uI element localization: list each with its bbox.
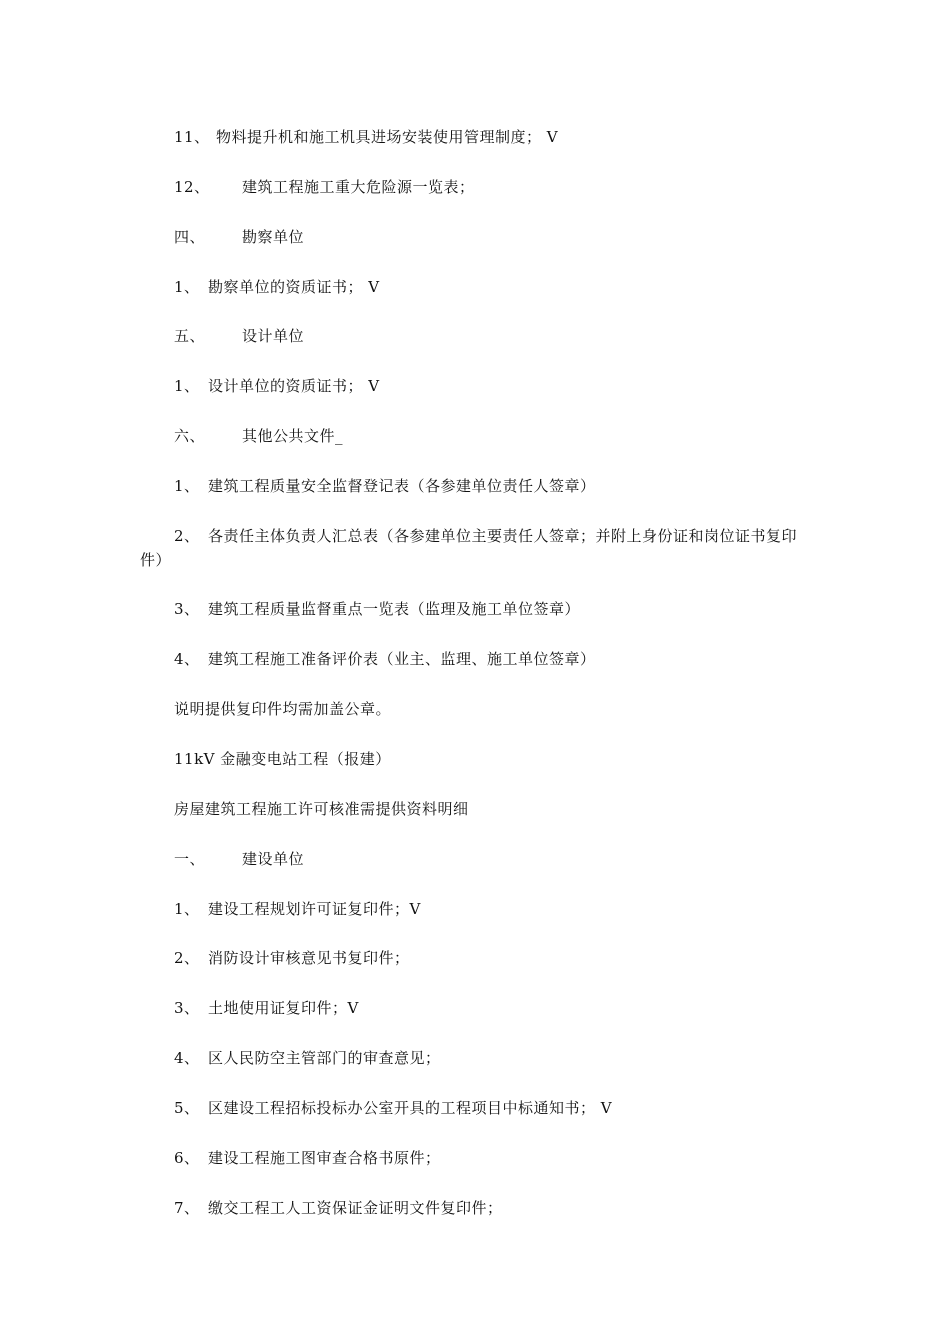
item-number: 2、 [174, 527, 200, 545]
item-number: 4、 [174, 650, 200, 668]
list-item [174, 897, 421, 921]
list-item [174, 1146, 441, 1170]
list-item [174, 946, 410, 970]
item-text: 区人民防空主管部门的审查意见； [208, 1049, 441, 1067]
list-item [140, 524, 820, 572]
item-number: 4、 [174, 1049, 200, 1067]
section-heading [174, 424, 343, 448]
project-title-text: 11kV 金融变电站工程（报建） [174, 750, 391, 768]
item-number: 1、 [174, 900, 200, 918]
document-subtitle [174, 797, 469, 821]
item-number: 1、 [174, 477, 200, 495]
item-number: 2、 [174, 949, 200, 967]
note-paragraph [174, 697, 391, 721]
document-subtitle-text: 房屋建筑工程施工许可核准需提供资料明细 [174, 800, 469, 818]
item-number: 6、 [174, 1149, 200, 1167]
item-number: 1、 [174, 278, 200, 296]
item-number: 7、 [174, 1199, 200, 1217]
section-number: 一、 [174, 850, 206, 868]
item-text: 建筑工程施工准备评价表（业主、监理、施工单位签章） [208, 650, 596, 668]
item-text: 缴交工程工人工资保证金证明文件复印件； [208, 1199, 503, 1217]
list-item [174, 474, 596, 498]
section-title: 其他公共文件_ [242, 427, 344, 445]
project-title [174, 747, 391, 771]
item-number: 3、 [174, 999, 200, 1017]
section-title: 建设单位 [242, 850, 305, 868]
list-item [174, 1196, 503, 1220]
section-heading [174, 847, 304, 871]
item-text: 消防设计审核意见书复印件； [208, 949, 410, 967]
note-text: 说明提供复印件均需加盖公章。 [174, 700, 392, 718]
section-heading [174, 324, 304, 348]
list-item [174, 1046, 441, 1070]
item-text: 建设工程施工图审查合格书原件； [208, 1149, 441, 1167]
item-text: 建筑工程施工重大危险源一览表； [242, 178, 475, 196]
item-number: 1、 [174, 377, 200, 395]
list-item [174, 1096, 612, 1120]
list-item [174, 125, 558, 149]
section-title: 设计单位 [242, 327, 305, 345]
list-item [174, 647, 596, 671]
item-text: 设计单位的资质证书； V [208, 377, 380, 395]
section-heading [174, 225, 304, 249]
list-item [174, 996, 359, 1020]
list-item [174, 275, 380, 299]
item-text: 各责任主体负责人汇总表（各参建单位主要责任人签章；并附上身份证和岗位证书复印件） [140, 527, 798, 569]
list-item [174, 175, 475, 199]
item-text: 土地使用证复印件；V [208, 999, 359, 1017]
item-text: 建筑工程质量安全监督登记表（各参建单位责任人签章） [208, 477, 596, 495]
item-number: 3、 [174, 600, 200, 618]
section-number: 四、 [174, 228, 206, 246]
item-text: 物料提升机和施工机具进场安装使用管理制度； V [216, 128, 559, 146]
section-number: 五、 [174, 327, 206, 345]
item-text: 建设工程规划许可证复印件；V [208, 900, 421, 918]
section-title: 勘察单位 [242, 228, 305, 246]
item-text: 勘察单位的资质证书； V [208, 278, 380, 296]
item-number: 12、 [174, 178, 210, 196]
item-text: 建筑工程质量监督重点一览表（监理及施工单位签章） [208, 600, 581, 618]
item-number: 11、 [174, 128, 210, 146]
item-number: 5、 [174, 1099, 200, 1117]
section-number: 六、 [174, 427, 206, 445]
list-item [174, 597, 580, 621]
item-text: 区建设工程招标投标办公室开具的工程项目中标通知书； V [208, 1099, 613, 1117]
list-item [174, 374, 380, 398]
